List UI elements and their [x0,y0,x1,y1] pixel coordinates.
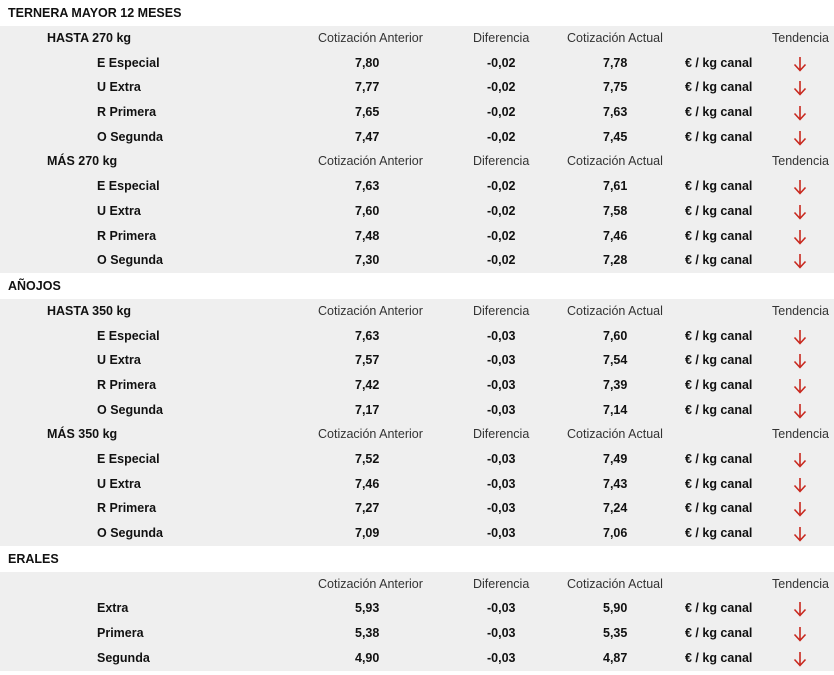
table-row [0,496,834,521]
col-header-actual: Cotización Actual [567,31,663,45]
table-row [0,248,834,273]
arrow-down-icon [793,56,807,72]
arrow-down-icon [793,353,807,369]
value-anterior: 7,60 [355,203,380,218]
section-block [0,572,834,671]
unit-label: € / kg canal [685,353,753,368]
section-title: TERNERA MAYOR 12 MESES [0,0,834,26]
col-header-tendencia: Tendencia [772,427,829,442]
class-label: Segunda [97,650,150,665]
col-header-anterior: Cotización Anterior [318,576,423,591]
col-header-diferencia: Diferencia [473,576,530,591]
unit-label: € / kg canal [685,402,753,417]
value-actual: 7,75 [603,80,628,95]
table-row [0,646,834,671]
col-header-actual: Cotización Actual [567,303,663,318]
section-title: ERALES [0,546,834,572]
class-label: O Segunda [97,129,163,144]
value-diferencia: -0,02 [487,203,516,218]
unit-label: € / kg canal [685,253,753,268]
col-header-diferencia: Diferencia [473,31,530,45]
col-header-anterior: Cotización Anterior [318,303,423,318]
value-diferencia: -0,02 [487,228,516,243]
arrow-down-icon [793,105,807,121]
value-diferencia: -0,03 [487,476,516,491]
value-diferencia: -0,03 [487,650,516,665]
col-header-anterior: Cotización Anterior [318,154,423,169]
value-actual: 7,45 [603,129,628,144]
table-row [0,125,834,150]
col-header-anterior: Cotización Anterior [318,31,423,45]
arrow-down-icon [793,626,807,642]
unit-label: € / kg canal [685,626,753,641]
class-label: Extra [97,601,129,616]
group-header-row [0,26,834,51]
value-anterior: 7,63 [355,328,380,343]
col-header-actual: Cotización Actual [567,154,663,169]
arrow-down-icon [793,204,807,220]
table-row [0,348,834,373]
col-header-diferencia: Diferencia [473,154,530,169]
col-header-tendencia: Tendencia [772,154,829,169]
weight-group-label: HASTA 350 kg [47,303,132,318]
table-row [0,621,834,646]
value-diferencia: -0,03 [487,626,516,641]
col-header-actual: Cotización Actual [567,427,663,442]
unit-label: € / kg canal [685,601,753,616]
value-actual: 7,39 [603,377,628,392]
unit-label: € / kg canal [685,452,753,466]
value-diferencia: -0,02 [487,129,516,144]
arrow-down-icon [793,526,807,542]
unit-label: € / kg canal [685,328,753,343]
unit-label: € / kg canal [685,129,753,144]
class-label: R Primera [97,228,157,243]
table-row [0,51,834,76]
class-label: U Extra [97,476,141,491]
arrow-down-icon [793,378,807,394]
arrow-down-icon [793,651,807,667]
value-anterior: 7,27 [355,501,380,516]
value-actual: 7,46 [603,228,628,243]
value-anterior: 7,65 [355,105,380,120]
value-diferencia: -0,02 [487,179,516,194]
value-actual: 7,58 [603,203,628,218]
value-anterior: 4,90 [355,650,380,665]
value-actual: 7,61 [603,179,628,194]
arrow-down-icon [793,477,807,493]
col-header-diferencia: Diferencia [473,427,530,442]
value-actual: 7,43 [603,476,628,491]
value-anterior: 7,09 [355,526,380,541]
value-diferencia: -0,02 [487,80,516,95]
value-diferencia: -0,03 [487,452,516,466]
value-actual: 7,24 [603,501,628,516]
value-diferencia: -0,03 [487,501,516,516]
section-erales [0,546,834,671]
value-diferencia: -0,03 [487,402,516,417]
value-actual: 7,14 [603,402,628,417]
section-ternera [0,0,834,273]
class-label: R Primera [97,377,157,392]
unit-label: € / kg canal [685,105,753,120]
value-actual: 5,35 [603,626,628,641]
value-anterior: 5,93 [355,601,380,616]
weight-group-label: MÁS 350 kg [47,427,118,442]
unit-label: € / kg canal [685,377,753,392]
value-anterior: 7,42 [355,377,380,392]
table-row [0,174,834,199]
class-label: U Extra [97,203,141,218]
weight-group-label: HASTA 270 kg [47,31,132,45]
table-row [0,373,834,398]
class-label: R Primera [97,501,157,516]
col-header-anterior: Cotización Anterior [318,427,423,442]
value-anterior: 7,77 [355,80,380,95]
value-diferencia: -0,02 [487,105,516,120]
unit-label: € / kg canal [685,228,753,243]
table-row [0,447,834,472]
value-actual: 4,87 [603,650,628,665]
value-actual: 5,90 [603,601,628,616]
unit-label: € / kg canal [685,476,753,491]
value-anterior: 7,46 [355,476,380,491]
class-label: Primera [97,626,144,641]
arrow-down-icon [793,329,807,345]
unit-label: € / kg canal [685,650,753,665]
class-label: U Extra [97,80,141,95]
unit-label: € / kg canal [685,501,753,516]
value-anterior: 7,80 [355,55,380,70]
group-header-row [0,149,834,174]
arrow-down-icon [793,452,807,468]
col-header-tendencia: Tendencia [772,31,829,45]
value-anterior: 7,17 [355,402,380,417]
arrow-down-icon [793,403,807,419]
value-anterior: 7,47 [355,129,380,144]
col-header-actual: Cotización Actual [567,576,663,591]
value-actual: 7,78 [603,55,628,70]
section-block [0,26,834,273]
class-label: E Especial [97,452,160,466]
table-row [0,100,834,125]
class-label: E Especial [97,55,160,70]
value-actual: 7,60 [603,328,628,343]
table-row [0,75,834,100]
col-header-tendencia: Tendencia [772,303,829,318]
table-row [0,472,834,497]
value-anterior: 5,38 [355,626,380,641]
unit-label: € / kg canal [685,526,753,541]
unit-label: € / kg canal [685,80,753,95]
section-block [0,299,834,546]
unit-label: € / kg canal [685,179,753,194]
table-row [0,324,834,349]
class-label: O Segunda [97,402,163,417]
arrow-down-icon [793,130,807,146]
table-row [0,224,834,249]
arrow-down-icon [793,501,807,517]
arrow-down-icon [793,601,807,617]
group-header-row [0,572,834,597]
arrow-down-icon [793,80,807,96]
class-label: E Especial [97,328,160,343]
value-actual: 7,06 [603,526,628,541]
col-header-diferencia: Diferencia [473,303,530,318]
value-anterior: 7,57 [355,353,380,368]
value-diferencia: -0,03 [487,377,516,392]
value-diferencia: -0,03 [487,328,516,343]
arrow-down-icon [793,253,807,269]
value-anterior: 7,48 [355,228,380,243]
value-actual: 7,63 [603,105,628,120]
group-header-row [0,299,834,324]
table-row [0,596,834,621]
unit-label: € / kg canal [685,55,753,70]
table-row [0,199,834,224]
col-header-tendencia: Tendencia [772,576,829,591]
class-label: R Primera [97,105,157,120]
section-title: AÑOJOS [0,273,834,299]
value-diferencia: -0,03 [487,526,516,541]
table-row [0,521,834,546]
arrow-down-icon [793,229,807,245]
class-label: U Extra [97,353,141,368]
weight-group-label: MÁS 270 kg [47,154,118,169]
group-header-row [0,422,834,447]
value-anterior: 7,52 [355,452,380,466]
value-diferencia: -0,02 [487,55,516,70]
class-label: O Segunda [97,526,163,541]
arrow-down-icon [793,179,807,195]
unit-label: € / kg canal [685,203,753,218]
value-anterior: 7,63 [355,179,380,194]
value-diferencia: -0,03 [487,353,516,368]
class-label: E Especial [97,179,160,194]
value-actual: 7,28 [603,253,628,268]
value-diferencia: -0,02 [487,253,516,268]
value-anterior: 7,30 [355,253,380,268]
section-anojos [0,273,834,546]
table-row [0,398,834,423]
value-actual: 7,49 [603,452,628,466]
class-label: O Segunda [97,253,163,268]
value-diferencia: -0,03 [487,601,516,616]
value-actual: 7,54 [603,353,628,368]
